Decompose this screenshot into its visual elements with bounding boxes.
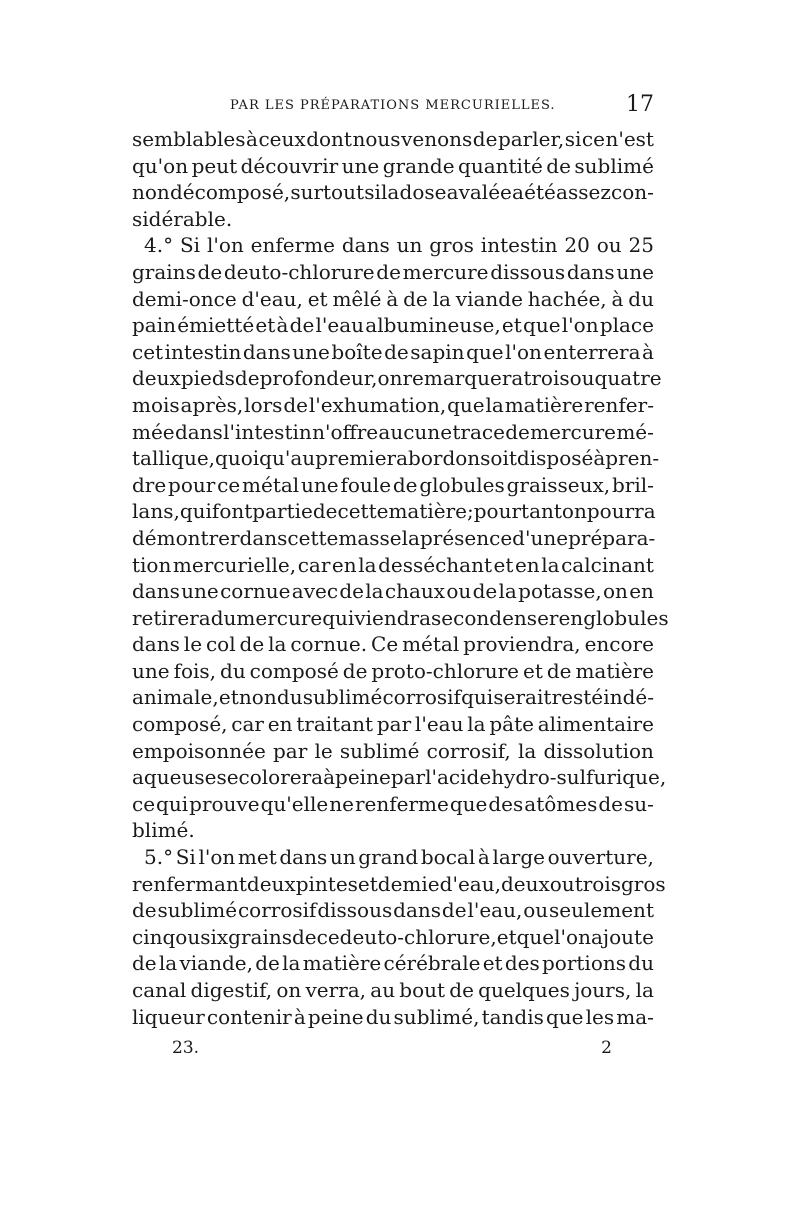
text-line: retirera du mercure qui viendra se condenser en globules (132, 605, 669, 630)
text-line: deux pieds de profondeur, on remarquera trois ou quatre (132, 366, 662, 391)
text-line: empoisonnée par le sublimé corrosif, la dissolution (132, 738, 654, 763)
text-line: une fois, du composé de proto-chlorure et de matière (132, 658, 654, 683)
text-line: sidérable. (132, 206, 233, 231)
signature-number: 2 (601, 1038, 612, 1058)
text-line: grains de deuto-chlorure de mercure dissous dans une (132, 259, 654, 284)
text-line: mée dans l'intestin n'offre aucune trace de mercure mé- (132, 419, 654, 444)
text-line: semblables à ceux dont nous venons de parler, si ce n'est (132, 127, 654, 151)
footer (172, 1038, 612, 1058)
text-line: canal digestif, on verra, au bout de quelques jours, la (132, 978, 654, 1002)
text-line: 5.° Si l'on met dans un grand bocal à large ouverture, (144, 845, 654, 870)
text-line: dans une cornue avec de la chaux ou de la potasse, on en (132, 579, 654, 604)
text-line: composé, car en traitant par l'eau la pâte alimentaire (132, 712, 654, 737)
text-line: de sublimé corrosif dissous dans de l'eau, ou seulement (132, 898, 654, 923)
body-text (132, 126, 669, 1030)
text-line: lans, qui font partie de cette matière; pourtant on pourra (132, 499, 656, 524)
page-number: 17 (626, 92, 654, 117)
text-line: pain émietté et à de l'eau albumineuse, et que l'on place (132, 313, 654, 338)
text-line: dans le col de la cornue. Ce métal proviendra, encore (132, 632, 654, 657)
text-line: qu'on peut découvrir une grande quantité de sublimé (132, 153, 654, 178)
text-line: blimé. (132, 818, 195, 843)
text-line: mois après, lors de l'exhumation, que la matière renfer- (132, 392, 654, 417)
text-line: cet intestin dans une boîte de sapin que l'on enterrera à (132, 339, 654, 364)
text-line: tallique, quoiqu'au premier abord on soit disposé à pren- (132, 446, 660, 471)
text-line: ce qui prouve qu'elle ne renferme que des atômes de su- (132, 791, 654, 816)
text-line: aqueuse se colorera à peine par l'acide hydro-sulfurique, (132, 765, 667, 790)
text-line: démontrer dans cette masse la présence d'une prépara- (132, 525, 656, 550)
text-line: 4.° Si l'on enferme dans un gros intestin 20 ou 25 (144, 233, 654, 258)
text-line: renfermant deux pintes et demie d'eau, deux ou trois gros (132, 871, 666, 896)
text-line: cinq ou six grains de ce deuto-chlorure, et que l'on ajoute (132, 924, 654, 949)
text-line: dre pour ce métal une foule de globules graisseux, bril- (132, 472, 654, 497)
book-page (132, 92, 669, 1082)
text-line: de la viande, de la matière cérébrale et des portions du (132, 951, 654, 976)
text-line: liqueur contenir à peine du sublimé, tandis que les ma- (132, 1004, 654, 1029)
text-line: animale, et non du sublimé corrosif qui serait resté indé- (132, 685, 654, 710)
signature-mark: 23. (172, 1038, 200, 1058)
text-line: demi-once d'eau, et mêlé à de la viande hachée, à du (132, 286, 654, 311)
text-line: non décomposé, surtout si la dose avalée a été assez con- (132, 180, 654, 205)
running-head: PAR LES PRÉPARATIONS MERCURIELLES. (230, 98, 556, 113)
text-line: tion mercurielle, car en la desséchant et en la calcinant (132, 552, 654, 577)
